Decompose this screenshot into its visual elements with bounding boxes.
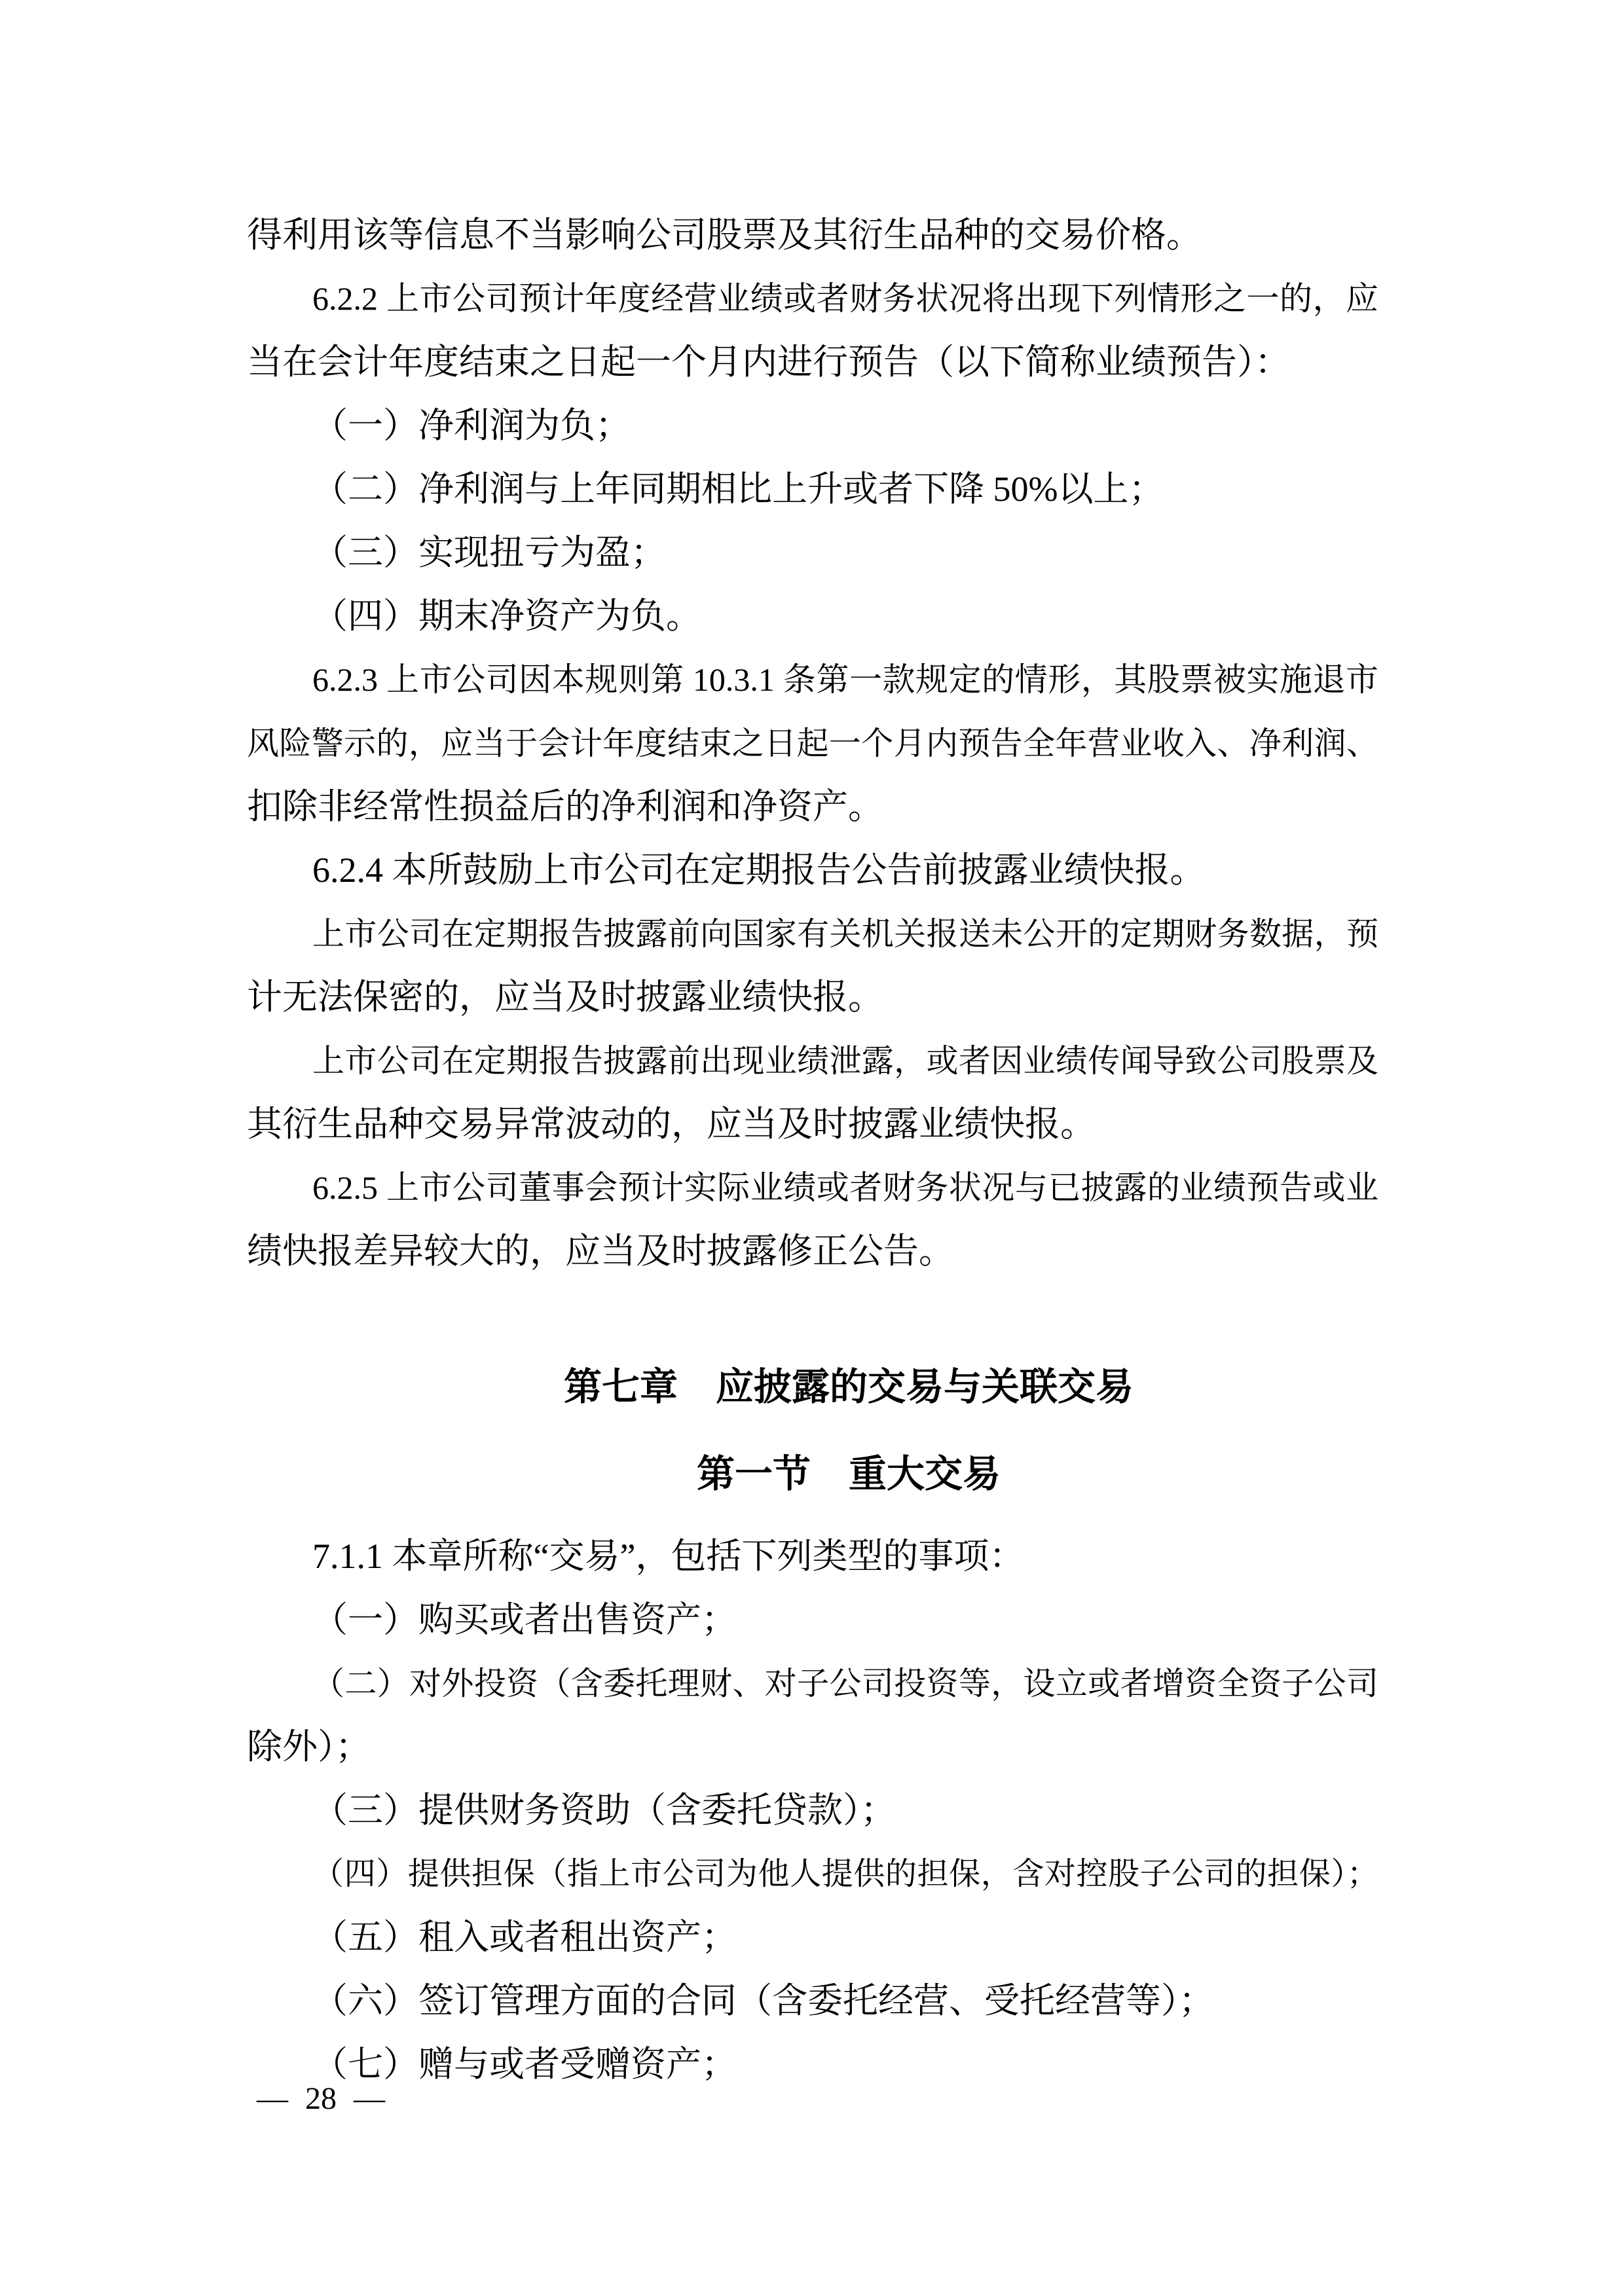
list-item-6: （六）签订管理方面的合同（含委托经营、受托经营等）；: [312, 1981, 1214, 2020]
rule-6-2-3-line: 6.2.3 上市公司因本规则第 10.3.1 条第一款规定的情形，其股票被实施退市: [312, 661, 1378, 698]
rule-6-2-5-line: 6.2.5 上市公司董事会预计实际业绩或者财务状况与已披露的业绩预告或业: [312, 1169, 1378, 1206]
list-item-4: （四）期末净资产为负。: [312, 596, 701, 636]
list-item-3: （三）提供财务资助（含委托贷款）；: [312, 1791, 896, 1830]
rule-7-1-1-line: 7.1.1 本章所称“交易”，包括下列类型的事项：: [312, 1537, 1025, 1576]
rule-6-2-2-line: 6.2.2 上市公司预计年度经营业绩或者财务状况将出现下列情形之一的，应: [312, 280, 1378, 317]
body-line: 扣除非经常性损益后的净利润和净资产。: [247, 787, 883, 826]
list-item-1: （一）购买或者出售资产；: [312, 1600, 737, 1639]
body-line: 风险警示的，应当于会计年度结束之日起一个月内预告全年营业收入、净利润、: [247, 725, 1378, 761]
text-block: [247, 204, 1378, 2096]
body-line: 除外）；: [247, 1727, 371, 1766]
body-line: 其衍生品种交易异常波动的，应当及时披露业绩快报。: [247, 1104, 1096, 1144]
body-line: 上市公司在定期报告披露前向国家有关机关报送未公开的定期财务数据，预: [312, 916, 1378, 952]
list-item-2: （二）净利润与上年同期相比上升或者下降 50%以上；: [312, 469, 1164, 509]
list-item-1: （一）净利润为负；: [312, 406, 631, 445]
list-item-7: （七）赠与或者受赠资产；: [312, 2045, 737, 2084]
rule-6-2-4-line: 6.2.4 本所鼓励上市公司在定期报告公告前披露业绩快报。: [312, 850, 1206, 890]
list-item-3: （三）实现扭亏为盈；: [312, 533, 666, 572]
list-item-4: （四）提供担保（指上市公司为他人提供的担保，含对控股子公司的担保）；: [312, 1857, 1378, 1891]
list-item-2: （二）对外投资（含委托理财、对子公司投资等，设立或者增资全资子公司: [312, 1666, 1378, 1702]
list-item-5: （五）租入或者租出资产；: [312, 1918, 737, 1957]
chapter-heading: 第七章 应披露的交易与关联交易: [563, 1366, 1134, 1408]
body-line: 绩快报差异较大的，应当及时披露修正公告。: [247, 1231, 954, 1271]
body-line: 得利用该等信息不当影响公司股票及其衍生品种的交易价格。: [247, 215, 1202, 255]
body-line: 上市公司在定期报告披露前出现业绩泄露，或者因业绩传闻导致公司股票及: [312, 1043, 1378, 1079]
body-line: 当在会计年度结束之日起一个月内进行预告（以下简称业绩预告）：: [247, 342, 1290, 382]
section-heading: 第一节 重大交易: [696, 1453, 1001, 1495]
page-number: — 28 —: [257, 2081, 385, 2116]
body-line: 计无法保密的，应当及时披露业绩快报。: [247, 977, 883, 1017]
